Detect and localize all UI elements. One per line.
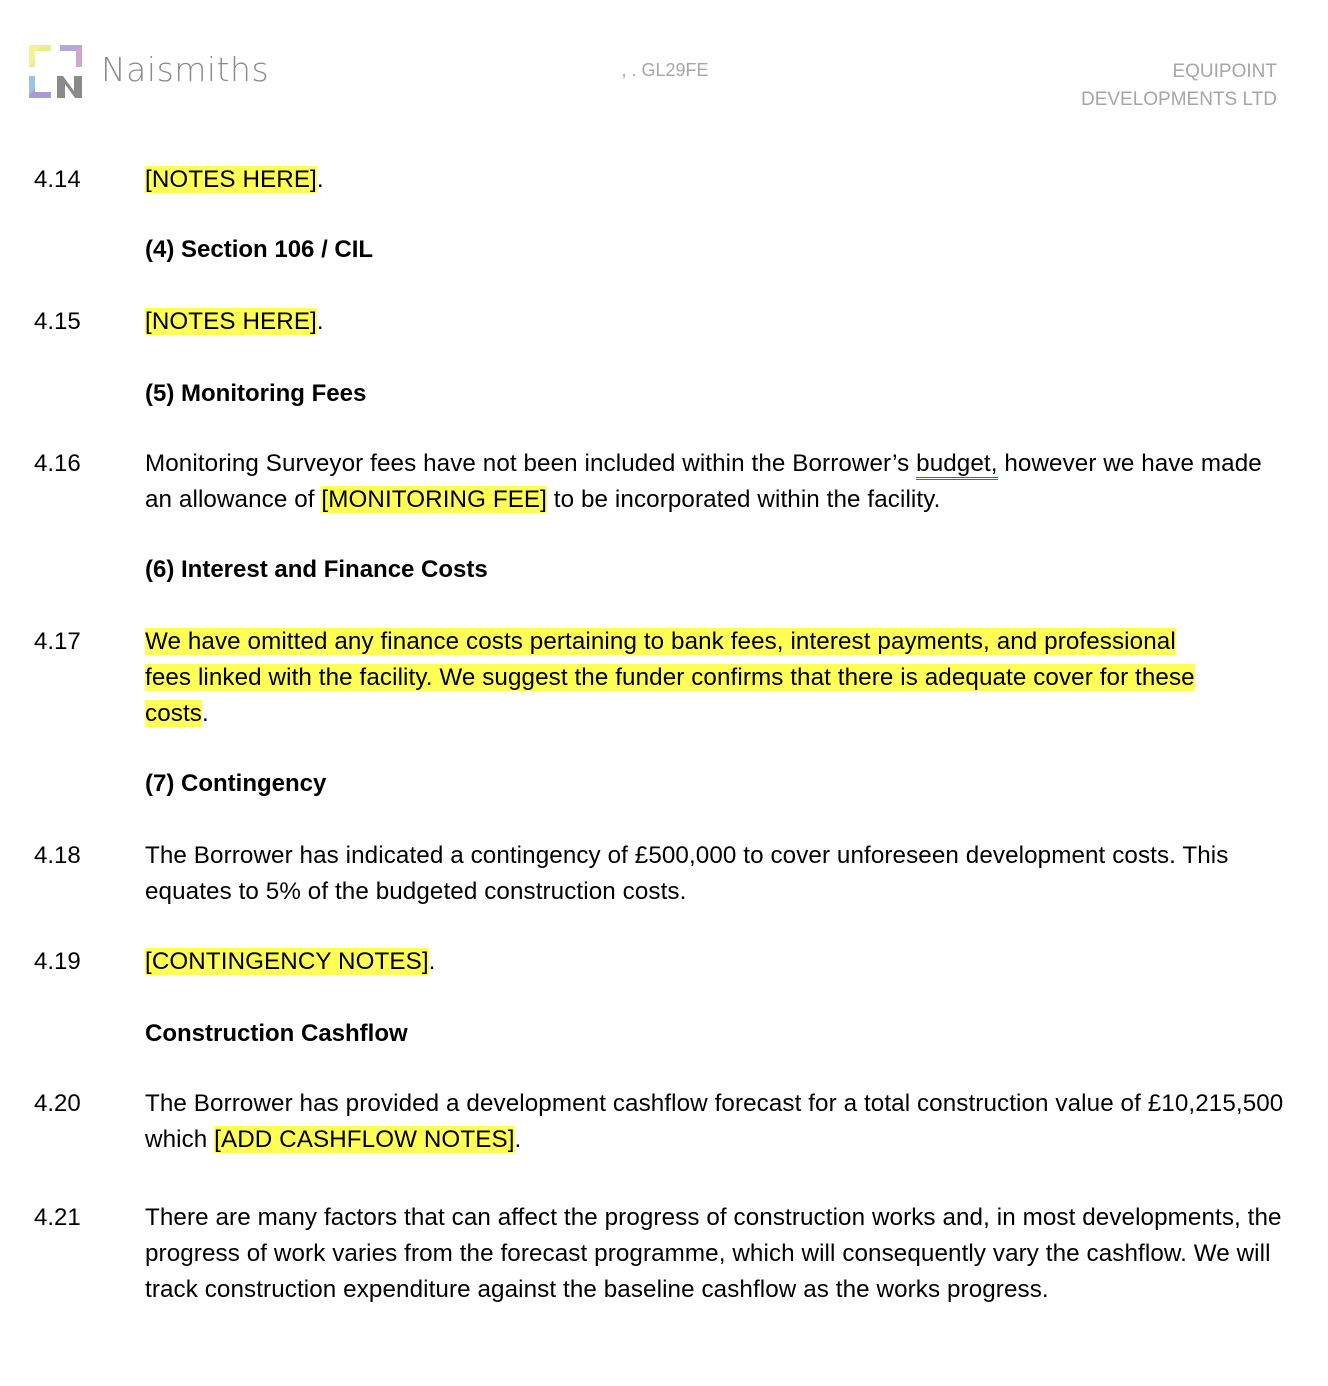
paragraph-number: 4.15 [34,308,81,335]
spellcheck-underlined-word[interactable]: budget, [916,450,997,480]
paragraph-number: 4.19 [34,948,81,975]
paragraph-text: The Borrower has indicated a contingency of £500,000 to cover unforeseen development costs. This equates to 5% of the budgeted construction costs. [145,842,1229,905]
paragraph-text [145,1086,1295,1158]
paragraph-text [145,446,1295,518]
header-postcode: , . GL29FE [621,60,709,80]
placeholder-highlight: [ADD CASHFLOW NOTES] [214,1126,515,1153]
paragraph-text [145,304,1295,340]
paragraph-number: 4.20 [34,1090,81,1117]
brand-name: Naismiths [101,50,270,89]
paragraph-text [145,162,1295,198]
punctuation: . [316,166,324,193]
placeholder-highlight: [MONITORING FEE] [321,486,547,513]
placeholder-highlight: [NOTES HERE] [145,166,317,193]
text-run: The Borrower has provided a development cashflow forecast for a total construction value of £10,215,500 which [145,1090,1284,1153]
placeholder-highlight: [NOTES HERE] [145,308,317,335]
subheading-text: (6) Interest and Finance Costs [145,556,488,583]
punctuation: . [201,700,209,727]
paragraph-number: 4.17 [34,628,81,655]
paragraph-number: 4.16 [34,450,81,477]
subheading-text: (5) Monitoring Fees [145,380,367,407]
paragraph-text: There are many factors that can affect the progress of construction works and, in most developments, the progress of work varies from the forecast programme, which will consequently vary the cashflow. We will track construction expenditure against the baseline cashflow as the works progress. [145,1204,1282,1303]
punctuation: . [316,308,324,335]
highlighted-text: We have omitted any finance costs pertaining to bank fees, interest payments, and professional fees linked with the facility. We suggest the funder confirms that there is adequate cover for these costs [145,628,1195,727]
naismiths-logo-icon [29,45,82,98]
header-client-name [1081,58,1277,114]
paragraph-text [145,624,1205,732]
text-run: Monitoring Surveyor fees have not been included within the Borrower’s [145,450,917,477]
client-line-2: DEVELOPMENTS LTD [1080,89,1277,110]
paragraph-number: 4.21 [34,1204,81,1231]
paragraph-number: 4.14 [34,166,81,193]
paragraph-number: 4.18 [34,842,81,869]
page-header [0,0,1328,130]
placeholder-highlight: [CONTINGENCY NOTES] [145,948,429,975]
paragraph-text [145,944,1295,980]
client-line-1: EQUIPOINT [1172,61,1277,82]
punctuation: . [428,948,436,975]
text-run: to be incorporated within the facility. [546,486,941,513]
subheading-text: (4) Section 106 / CIL [145,236,374,263]
text-run: however we have made an allowance of [145,450,1262,513]
subheading-text: (7) Contingency [145,770,327,797]
subheading-text: Construction Cashflow [145,1020,408,1047]
punctuation: . [514,1126,522,1153]
